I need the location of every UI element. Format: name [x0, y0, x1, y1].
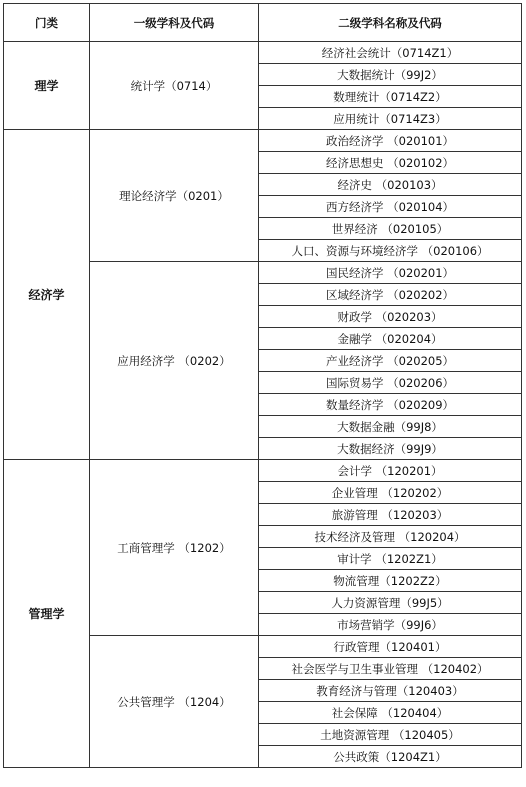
- second-level-cell: 政治经济学 （020101）: [259, 130, 522, 152]
- second-level-cell: 行政管理（120401）: [259, 636, 522, 658]
- second-level-cell: 旅游管理 （120203）: [259, 504, 522, 526]
- first-level-cell: 应用经济学 （0202）: [90, 262, 259, 460]
- second-level-cell: 土地资源管理 （120405）: [259, 724, 522, 746]
- second-level-cell: 财政学 （020203）: [259, 306, 522, 328]
- category-cell: 经济学: [4, 130, 90, 460]
- table-row: [4, 130, 522, 152]
- second-level-cell: 人力资源管理（99J5）: [259, 592, 522, 614]
- second-level-cell: 数量经济学 （020209）: [259, 394, 522, 416]
- second-level-cell: 企业管理 （120202）: [259, 482, 522, 504]
- second-level-cell: 世界经济 （020105）: [259, 218, 522, 240]
- second-level-cell: 数理统计（0714Z2）: [259, 86, 522, 108]
- second-level-cell: 会计学 （120201）: [259, 460, 522, 482]
- first-level-cell: 理论经济学（0201）: [90, 130, 259, 262]
- header-row: [4, 4, 522, 42]
- second-level-cell: 大数据经济（99J9）: [259, 438, 522, 460]
- second-level-cell: 物流管理（1202Z2）: [259, 570, 522, 592]
- second-level-cell: 经济史 （020103）: [259, 174, 522, 196]
- second-level-cell: 金融学 （020204）: [259, 328, 522, 350]
- second-level-cell: 人口、资源与环境经济学 （020106）: [259, 240, 522, 262]
- second-level-cell: 大数据金融（99J8）: [259, 416, 522, 438]
- second-level-cell: 经济社会统计（0714Z1）: [259, 42, 522, 64]
- first-level-cell: 公共管理学 （1204）: [90, 636, 259, 768]
- second-level-cell: 国际贸易学 （020206）: [259, 372, 522, 394]
- second-level-cell: 经济思想史 （020102）: [259, 152, 522, 174]
- category-cell: 管理学: [4, 460, 90, 768]
- table-body: [4, 42, 522, 768]
- second-level-cell: 教育经济与管理（120403）: [259, 680, 522, 702]
- second-level-cell: 社会医学与卫生事业管理 （120402）: [259, 658, 522, 680]
- header-second-level: 二级学科名称及代码: [259, 4, 522, 42]
- second-level-cell: 产业经济学 （020205）: [259, 350, 522, 372]
- second-level-cell: 审计学 （1202Z1）: [259, 548, 522, 570]
- header-first-level: 一级学科及代码: [90, 4, 259, 42]
- category-cell: 理学: [4, 42, 90, 130]
- discipline-table: [3, 3, 522, 768]
- second-level-cell: 公共政策（1204Z1）: [259, 746, 522, 768]
- second-level-cell: 社会保障 （120404）: [259, 702, 522, 724]
- second-level-cell: 技术经济及管理 （120204）: [259, 526, 522, 548]
- second-level-cell: 国民经济学 （020201）: [259, 262, 522, 284]
- first-level-cell: 统计学（0714）: [90, 42, 259, 130]
- first-level-cell: 工商管理学 （1202）: [90, 460, 259, 636]
- second-level-cell: 市场营销学（99J6）: [259, 614, 522, 636]
- second-level-cell: 大数据统计（99J2）: [259, 64, 522, 86]
- second-level-cell: 应用统计（0714Z3）: [259, 108, 522, 130]
- header-category: 门类: [4, 4, 90, 42]
- table-row: [4, 460, 522, 482]
- table-row: [4, 42, 522, 64]
- second-level-cell: 区域经济学 （020202）: [259, 284, 522, 306]
- second-level-cell: 西方经济学 （020104）: [259, 196, 522, 218]
